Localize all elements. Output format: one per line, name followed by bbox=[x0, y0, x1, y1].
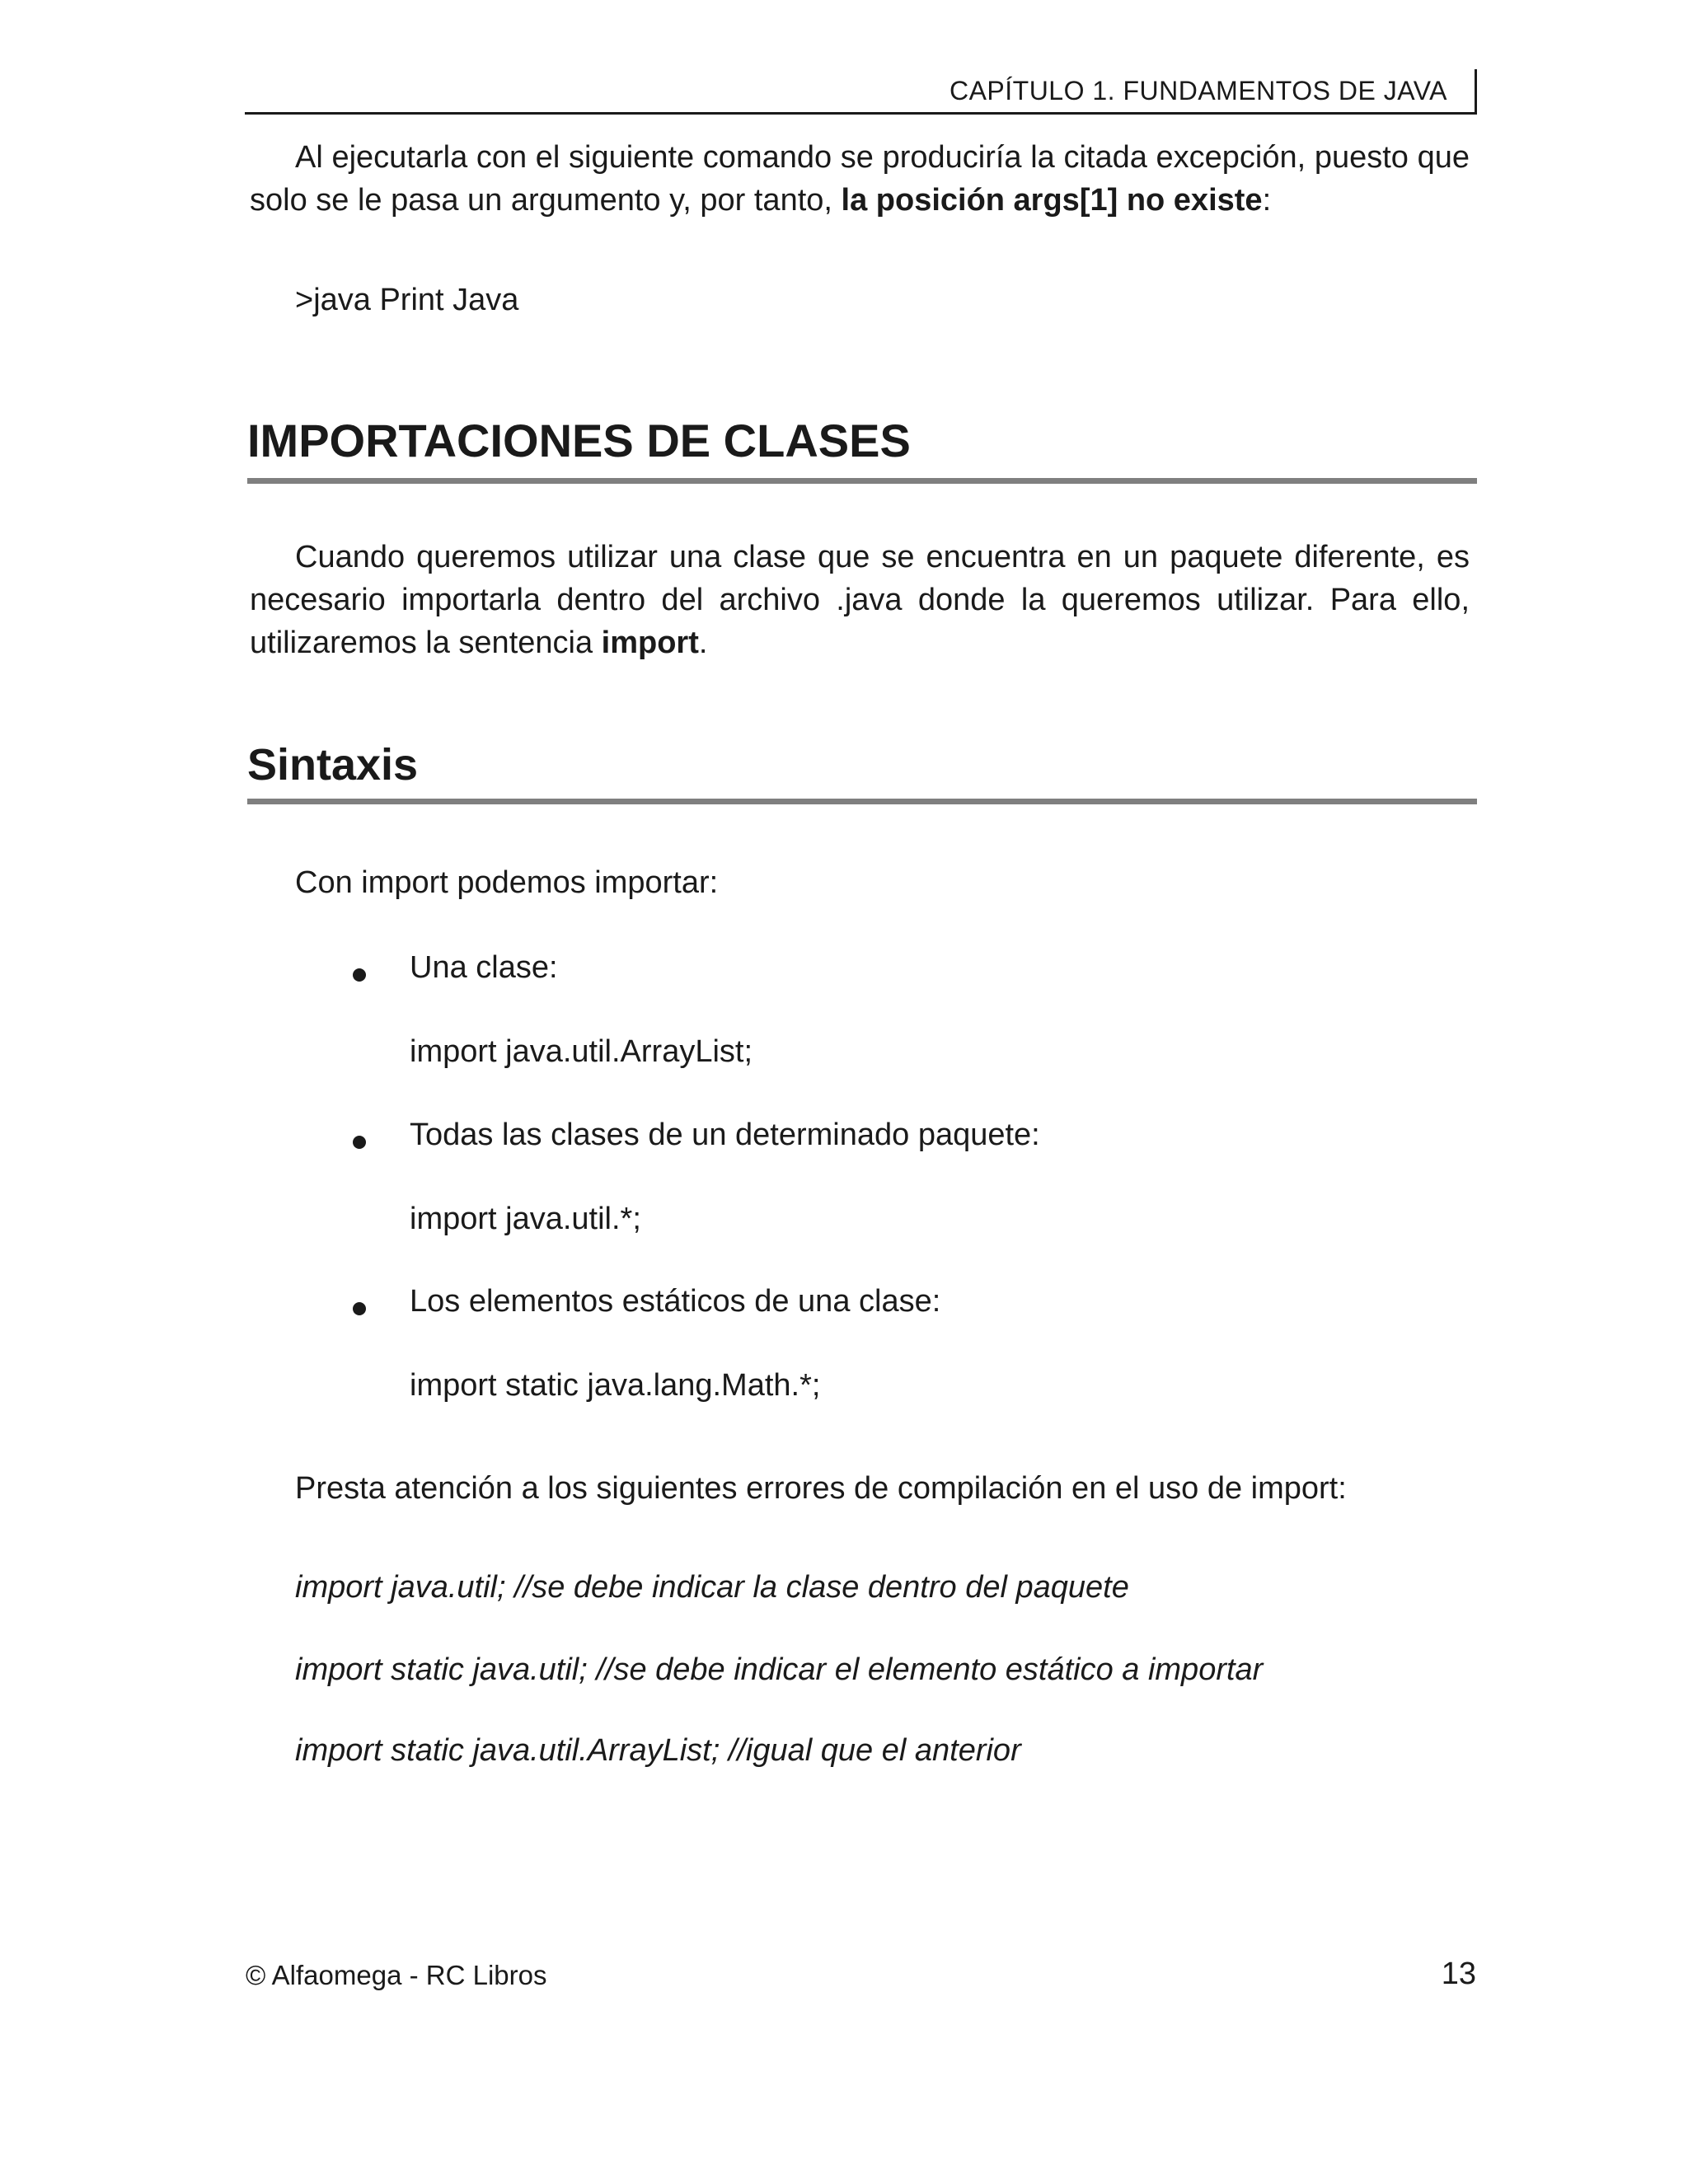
intro-bold-text: la posición args[1] no existe bbox=[841, 183, 1263, 218]
subsection-heading: Sintaxis bbox=[247, 736, 1477, 804]
section-bold-text: import bbox=[601, 626, 699, 660]
header-tick-mark bbox=[1475, 69, 1477, 115]
list-item-label: Todas las clases de un determinado paquete: bbox=[410, 1118, 1040, 1152]
error-example: import static java.util; //se debe indicar el elemento estático a importar bbox=[295, 1652, 1264, 1687]
list-item-code: import static java.lang.Math.*; bbox=[410, 1368, 821, 1403]
error-example: import java.util; //se debe indicar la clase dentro del paquete bbox=[295, 1570, 1129, 1605]
bullet-2 bbox=[353, 1136, 366, 1149]
list-item-label: Los elementos estáticos de una clase: bbox=[410, 1284, 941, 1319]
errors-lead: Presta atención a los siguientes errores de compilación en el uso de import: bbox=[295, 1471, 1347, 1506]
section-text: Cuando queremos utilizar una clase que se encuentra en un paquete diferente, es necesario importarla dentro del archivo .java donde la queremos utilizar. Para ello, utilizaremos la sentencia bbox=[250, 540, 1470, 660]
section-text-end: . bbox=[698, 626, 708, 660]
import-lead: Con import podemos importar: bbox=[295, 865, 719, 900]
page-number: 13 bbox=[1441, 1957, 1476, 1991]
intro-text-end: : bbox=[1262, 183, 1272, 218]
list-item-code: import java.util.ArrayList; bbox=[410, 1034, 753, 1069]
intro-paragraph bbox=[250, 136, 1470, 222]
bullet-1 bbox=[353, 968, 366, 982]
running-header bbox=[245, 69, 1477, 115]
error-example: import static java.util.ArrayList; //igual que el anterior bbox=[295, 1733, 1021, 1768]
section-heading: IMPORTACIONES DE CLASES bbox=[247, 412, 1477, 484]
list-item-code: import java.util.*; bbox=[410, 1202, 641, 1236]
list-item-label: Una clase: bbox=[410, 950, 558, 985]
chapter-title: CAPÍTULO 1. FUNDAMENTOS DE JAVA bbox=[949, 76, 1447, 105]
section-paragraph bbox=[250, 536, 1470, 664]
publisher-footer: © Alfaomega - RC Libros bbox=[246, 1960, 547, 1990]
command-line: >java Print Java bbox=[295, 283, 519, 317]
bullet-3 bbox=[353, 1302, 366, 1315]
intro-text: Al ejecutarla con el siguiente comando se produciría la citada excepción, puesto que solo se le pasa un argumento y, por tanto, bbox=[250, 140, 1470, 218]
